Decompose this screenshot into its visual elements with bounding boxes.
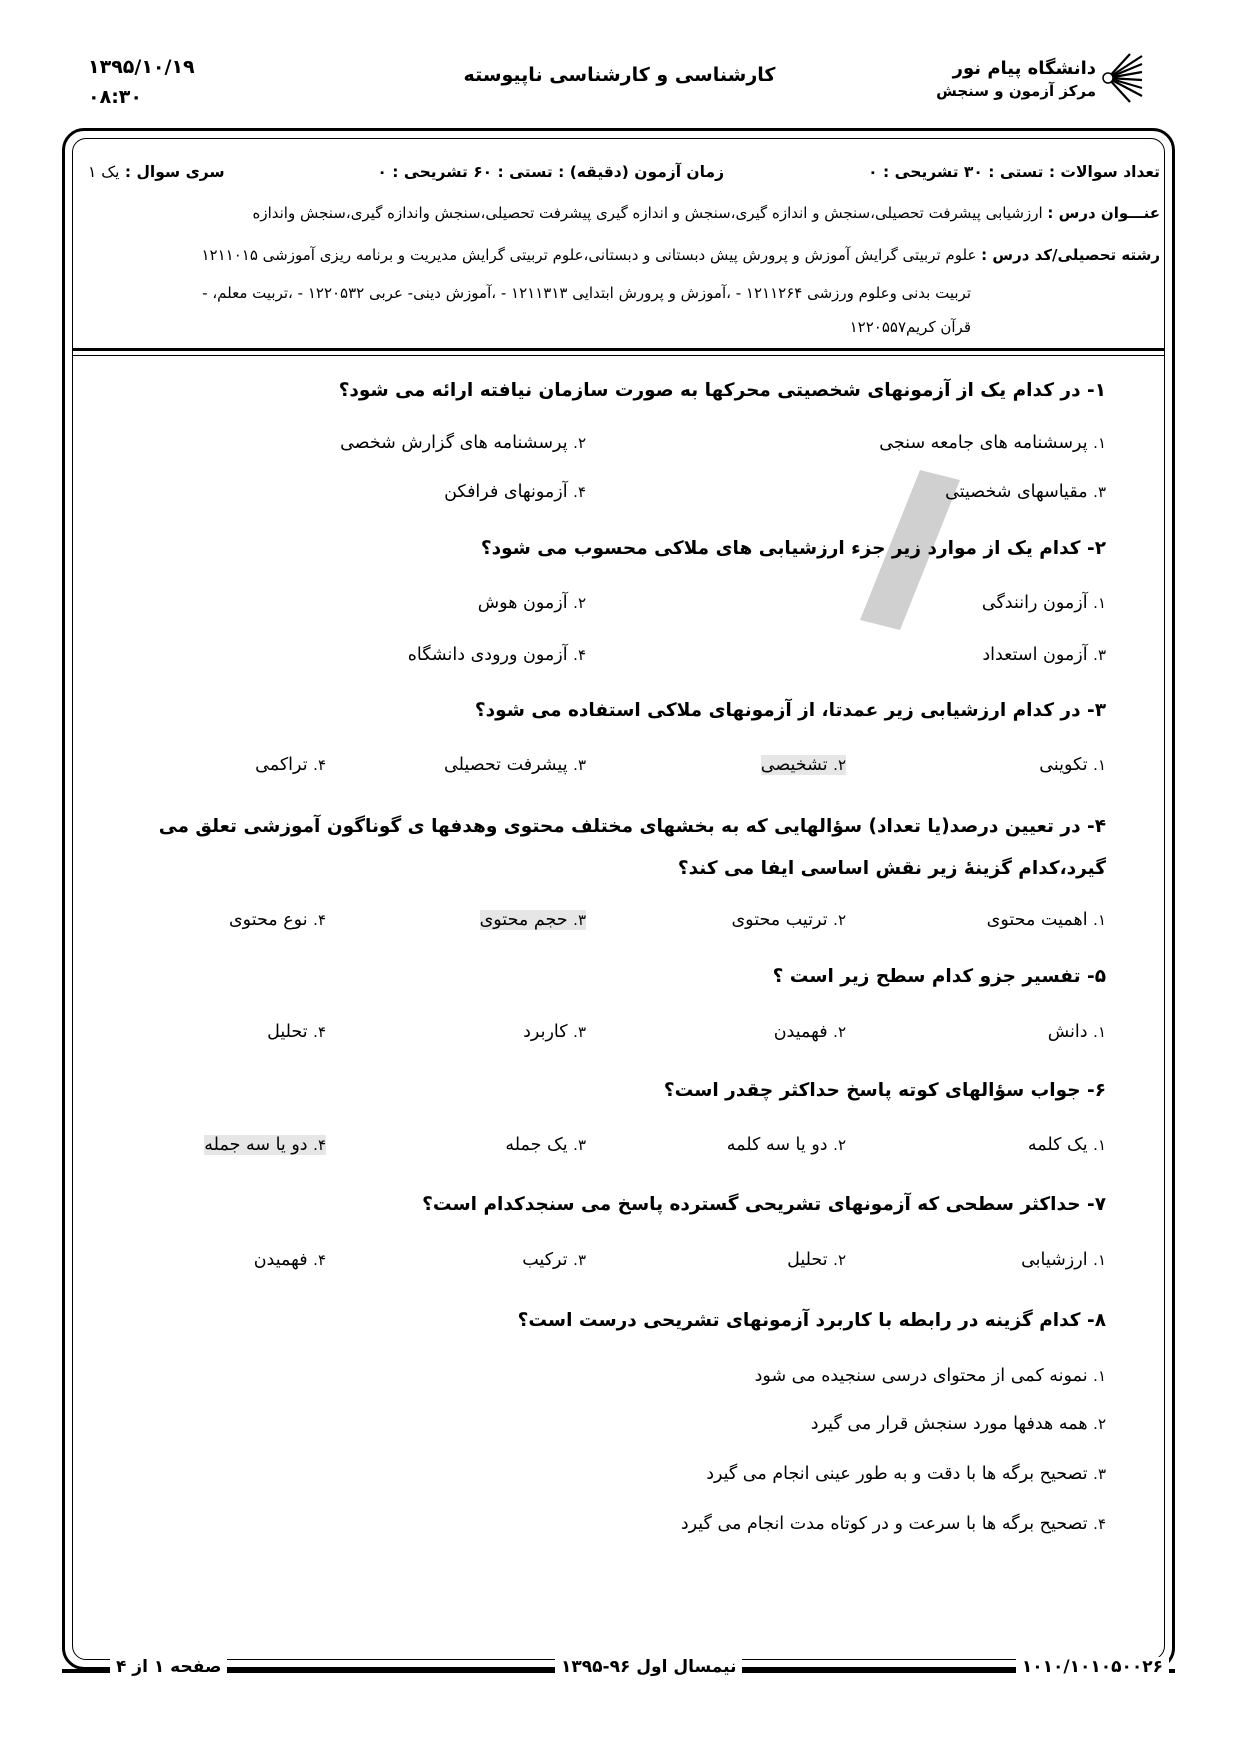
question-2 xyxy=(481,538,1106,559)
q1-option-3[interactable]: ۳. مقیاسهای شخصیتی xyxy=(945,482,1106,502)
question-text: کدام گزینه در رابطه با کاربرد آزمونهای تشریحی درست است؟ xyxy=(517,1310,1081,1331)
q3-option-1[interactable]: ۱. تکوینی xyxy=(1039,755,1106,775)
q3-option-3[interactable]: ۳. پیشرفت تحصیلی xyxy=(444,755,586,775)
exam-date-time xyxy=(88,52,195,112)
exam-time: ۰۸:۳۰ xyxy=(88,86,142,108)
field-value-2: تربیت بدنی وعلوم ورزشی ۱۲۱۱۲۶۴ - ،آموزش و پرورش ابتدایی ۱۲۱۱۳۱۳ - ،آموزش دینی- عربی ۱۲۲۰۵۳۲ - ،تربیت معلم، - xyxy=(202,284,971,302)
question-text: در تعیین درصد(یا تعداد) سؤالهایی که به بخشهای مختلف محتوی وهدفها ی گوناگون آموزشی تعلق می گیرد،کدام گزینهٔ زیر نقش اساسی ایفا می کند؟ xyxy=(158,816,1106,879)
course-title xyxy=(252,204,1160,222)
series-value: یک ۱ xyxy=(88,163,120,181)
field-label: رشته تحصیلی/کد درس : xyxy=(981,246,1160,264)
q6-option-4[interactable]: ۴. دو یا سه جمله xyxy=(204,1135,326,1155)
q2-option-4[interactable]: ۴. آزمون ورودی دانشگاه xyxy=(407,645,586,665)
q1-option-2[interactable]: ۲. پرسشنامه های گزارش شخصی xyxy=(340,433,586,453)
q5-option-4[interactable]: ۴. تحلیل xyxy=(267,1022,326,1042)
q3-option-4[interactable]: ۴. تراکمی xyxy=(255,755,326,775)
field-value-1: علوم تربیتی گرایش آموزش و پرورش پیش دبستانی و دبستانی،علوم تربیتی گرایش مدیریت و برنامه ریزی آموزشی ۱۲۱۱۰۱۵ xyxy=(201,246,977,264)
question-number: ۳- xyxy=(1087,700,1106,721)
q4-option-1[interactable]: ۱. اهمیت محتوی xyxy=(986,910,1106,930)
field-value-3: قرآن کریم۱۲۲۰۵۵۷ xyxy=(849,318,971,336)
q5-option-2[interactable]: ۲. فهمیدن xyxy=(773,1022,846,1042)
q1-option-4[interactable]: ۴. آزمونهای فرافکن xyxy=(444,482,586,502)
question-text: جواب سؤالهای کوته پاسخ حداکثر چقدر است؟ xyxy=(663,1080,1081,1101)
question-number: ۲- xyxy=(1087,538,1106,559)
question-number: ۷- xyxy=(1087,1194,1106,1215)
q4-option-2[interactable]: ۲. ترتیب محتوی xyxy=(731,910,846,930)
q2-option-2[interactable]: ۲. آزمون هوش xyxy=(477,593,586,613)
question-4 xyxy=(66,806,1106,890)
q5-option-3[interactable]: ۳. کاربرد xyxy=(523,1022,586,1042)
q7-option-4[interactable]: ۴. فهمیدن xyxy=(253,1250,326,1270)
question-text: تفسیر جزو کدام سطح زیر است ؟ xyxy=(772,966,1081,987)
q7-option-3[interactable]: ۳. ترکیب xyxy=(522,1250,586,1270)
question-number: ۶- xyxy=(1087,1080,1106,1101)
exam-date: ۱۳۹۵/۱۰/۱۹ xyxy=(88,56,195,78)
exam-duration: زمان آزمون (دقیقه) : تستی : ۶۰ تشریحی : ۰ xyxy=(377,163,724,181)
q8-option-4[interactable]: ۴. تصحیح برگه ها با سرعت و در کوتاه مدت انجام می گیرد xyxy=(680,1514,1106,1534)
header-separator xyxy=(72,348,1165,351)
q8-option-2[interactable]: ۲. همه هدفها مورد سنجش قرار می گیرد xyxy=(810,1414,1106,1434)
center-name: مرکز آزمون و سنجش xyxy=(936,82,1096,100)
question-8 xyxy=(518,1310,1106,1331)
q6-option-3[interactable]: ۳. یک جمله xyxy=(505,1135,586,1155)
q8-option-1[interactable]: ۱. نمونه کمی از محتوای درسی سنجیده می شود xyxy=(754,1366,1106,1386)
q2-option-3[interactable]: ۳. آزمون استعداد xyxy=(982,645,1106,665)
q4-option-4[interactable]: ۴. نوع محتوی xyxy=(228,910,326,930)
q7-option-2[interactable]: ۲. تحلیل xyxy=(787,1250,846,1270)
field-line-1 xyxy=(201,246,1160,264)
q8-option-3[interactable]: ۳. تصحیح برگه ها با دقت و به طور عینی انجام می گیرد xyxy=(706,1464,1106,1484)
q4-option-3[interactable]: ۳. حجم محتوی xyxy=(479,910,586,930)
question-number: ۱- xyxy=(1087,380,1106,401)
q5-option-1[interactable]: ۱. دانش xyxy=(1047,1022,1106,1042)
header-separator-thin xyxy=(72,355,1165,356)
q3-option-2[interactable]: ۲. تشخیصی xyxy=(760,755,846,775)
question-text: حداکثر سطحی که آزمونهای تشریحی گسترده پاسخ می سنجدکدام است؟ xyxy=(422,1194,1081,1215)
question-text: در کدام ارزشیابی زیر عمدتا، از آزمونهای ملاکی استفاده می شود؟ xyxy=(474,700,1081,721)
course-label: عنـــوان درس : xyxy=(1047,204,1160,222)
course-value: ارزشیابی پیشرفت تحصیلی،سنجش و اندازه گیری،سنجش و اندازه گیری پیشرفت تحصیلی،سنجش واندازه گیری،سنجش واندازه xyxy=(252,204,1043,222)
question-text: در کدام یک از آزمونهای شخصیتی محرکها به صورت سازمان نیافته ارائه می شود؟ xyxy=(338,380,1081,401)
question-count: تعداد سوالات : تستی : ۳۰ تشریحی : ۰ xyxy=(868,163,1160,181)
question-series xyxy=(88,163,225,181)
q1-option-1[interactable]: ۱. پرسشنامه های جامعه سنجی xyxy=(879,433,1106,453)
footer-semester: نیمسال اول ۹۶-۱۳۹۵ xyxy=(555,1657,742,1677)
question-number: ۴- xyxy=(1087,816,1106,837)
question-5 xyxy=(773,966,1106,987)
question-3 xyxy=(475,700,1106,721)
question-number: ۸- xyxy=(1087,1310,1106,1331)
university-name: دانشگاه پیام نور xyxy=(952,58,1096,79)
question-1 xyxy=(339,380,1106,401)
q7-option-1[interactable]: ۱. ارزشیابی xyxy=(1021,1250,1106,1270)
question-6 xyxy=(664,1080,1106,1101)
series-label: سری سوال : xyxy=(124,163,225,181)
q2-option-1[interactable]: ۱. آزمون رانندگی xyxy=(981,593,1106,613)
footer-page-number: صفحه ۱ از ۴ xyxy=(110,1657,227,1677)
q6-option-2[interactable]: ۲. دو یا سه کلمه xyxy=(726,1135,846,1155)
question-text: کدام یک از موارد زیر جزء ارزشیابی های ملاکی محسوب می شود؟ xyxy=(480,538,1081,559)
exam-title: کارشناسی و کارشناسی ناپیوسته xyxy=(463,64,776,86)
footer-code: ۱۰۱۰/۱۰۱۰۵۰۰۲۶ xyxy=(1016,1657,1169,1677)
question-7 xyxy=(422,1194,1106,1215)
question-number: ۵- xyxy=(1087,966,1106,987)
q6-option-1[interactable]: ۱. یک کلمه xyxy=(1027,1135,1106,1155)
